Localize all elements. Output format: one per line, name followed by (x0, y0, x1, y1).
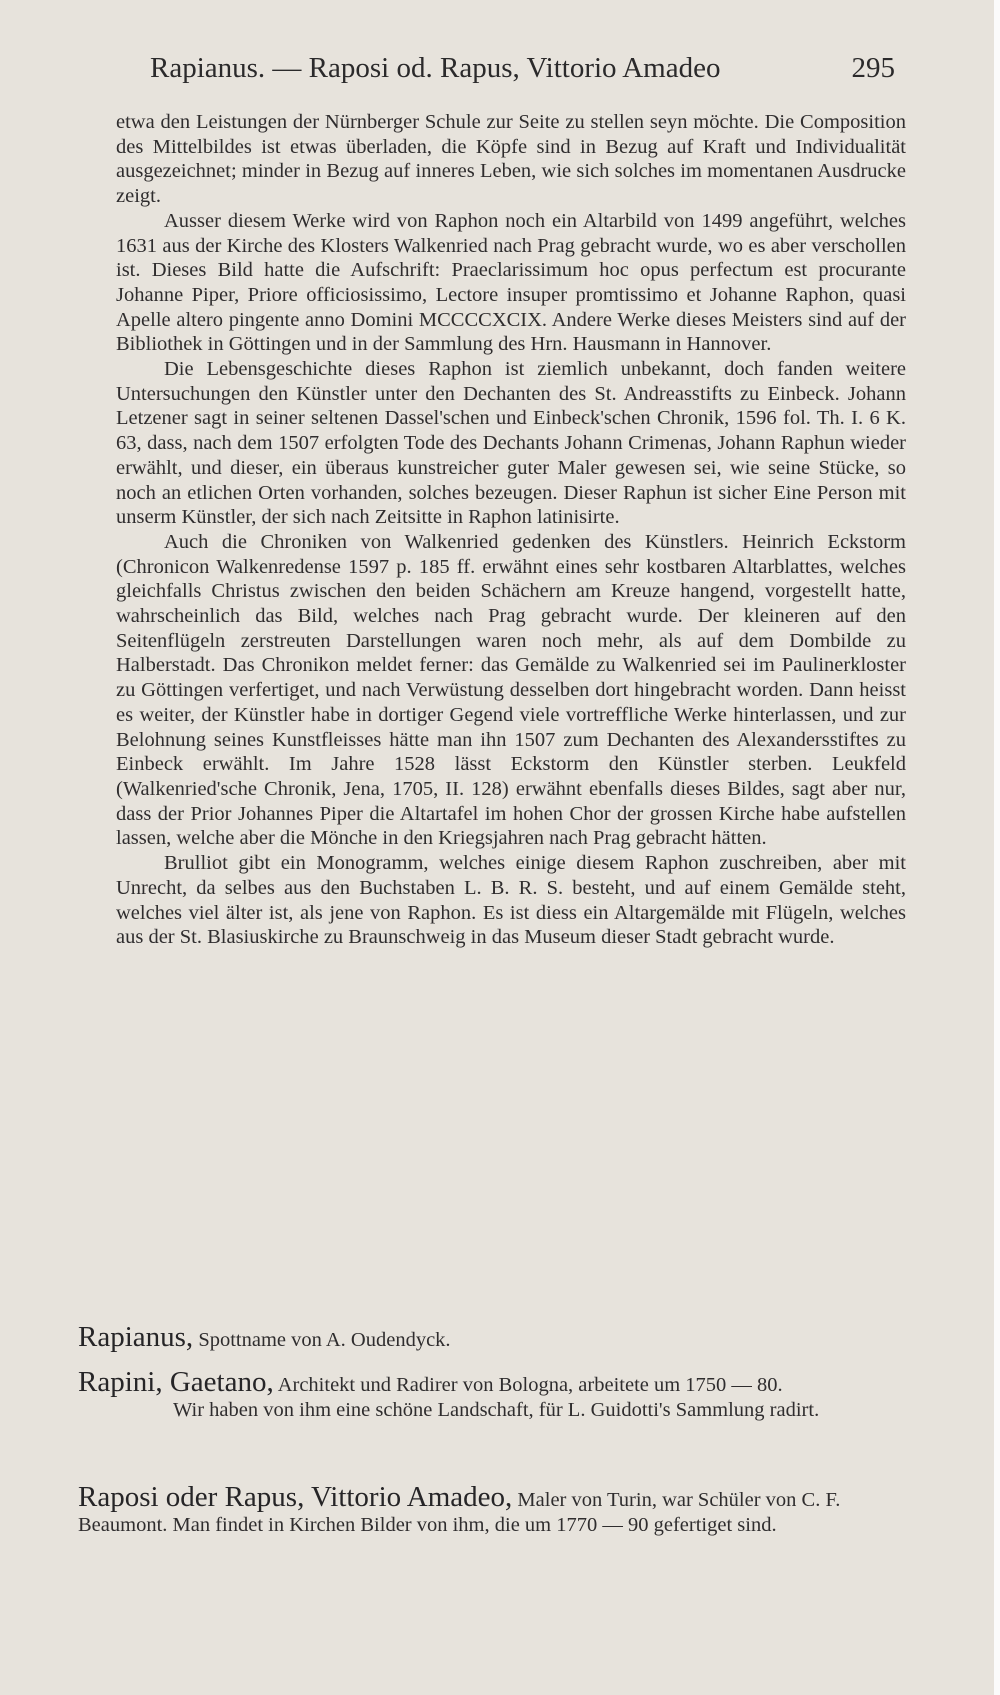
entry-text: Maler von Turin, war Schüler von C. F. Beaumont. Man findet in Kirchen Bilder von ihm, die um 1770 — 90 gefertiget sind. (78, 1489, 841, 1536)
entry-text: Spottname von A. Oudendyck. (198, 1329, 451, 1351)
paragraph-1: etwa den Leistungen der Nürnberger Schule zur Seite zu stellen seyn möchte. Die Composition des Mittelbildes ist etwas überladen, die Köpfe sind in Bezug auf Kraft und Individualität ausgezeichnet; minder in Bezug auf inneres Leben, wie sich solches im momentanen Ausdrucke zeigt. (116, 111, 906, 208)
page-number: 295 (851, 52, 895, 84)
paragraph-3: Die Lebensgeschichte dieses Raphon ist ziemlich unbekannt, doch fanden weitere Untersuchungen den Künstler unter den Dechanten des St. Andreasstifts zu Einbeck. Johann Letzener sagt in seiner seltenen Dassel'schen und Einbeck'schen Chronik, 1596 fol. Th. I. 6 K. 63, dass, nach dem 1507 erfolgten Tode des Dechants Johann Crimenas, Johann Raphun wieder erwählt, und dieser, ein überaus kunstreicher guter Maler gewesen sei, wie seine Stücke, so noch an etlichen Orten vorhanden, solches bezeugen. Dieser Raphun ist sicher Eine Person mit unserm Künstler, der sich nach Zeitsitte in Raphon latinisirte. (116, 358, 906, 529)
dictionary-entry-raposi (78, 1481, 908, 1538)
entry-headword: Raposi oder Rapus, Vittorio Amadeo, (78, 1481, 513, 1513)
dictionary-entry-rapianus (78, 1321, 908, 1353)
entry-headword: Rapini, Gaetano, (78, 1366, 274, 1398)
running-header (150, 52, 895, 85)
paragraph-4: Auch die Chroniken von Walkenried gedenken des Künstlers. Heinrich Eckstorm (Chronicon Walkenredense 1597 p. 185 ff. erwähnt eines sehr kostbaren Altarblattes, welches gleichfalls Christus zwischen den beiden Schächern am Kreuze hangend, vorgestellt hatte, wahrscheinlich das Bild, welches nach Prag gebracht wurde. Der kleineren auf den Seitenflügeln zerstreuten Darstellungen waren noch mehr, als auf dem Dombilde zu Halberstadt. Das Chronikon meldet ferner: das Gemälde zu Walkenried sei im Paulinerkloster zu Göttingen verfertiget, und nach Verwüstung desselben dort hingebracht worden. Dann heisst es weiter, der Künstler habe in dortiger Gegend viele vortreffliche Werke hinterlassen, und zur Belohnung seines Kunstfleisses hätte man ihn 1507 zum Dechanten des Alexandersstiftes zu Einbeck erwählt. Im Jahre 1528 lässt Eckstorm den Künstler sterben. Leukfeld (Walkenried'sche Chronik, Jena, 1705, II. 128) erwähnt ebenfalls dieses Bildes, sagt aber nur, dass der Prior Johannes Piper die Altartafel im hohen Chor der grossen Kirche habe aufstellen lassen, welche aber die Mönche in den Kriegsjahren nach Prag gebracht hätten. (116, 530, 906, 850)
main-text (116, 110, 906, 950)
entry-text: Architekt und Radirer von Bologna, arbeitete um 1750 — 80. (277, 1374, 783, 1396)
dictionary-entry-rapini (78, 1366, 908, 1423)
header-title: Rapianus. — Raposi od. Rapus, Vittorio Amadeo (150, 52, 721, 84)
paragraph-2: Ausser diesem Werke wird von Raphon noch ein Altarbild von 1499 angeführt, welches 1631 aus der Kirche des Klosters Walkenried nach Prag gebracht wurde, wo es aber verschollen ist. Dieses Bild hatte die Aufschrift: Praeclarissimum hoc opus perfectum est procurante Johanne Piper, Priore officiosissimo, Lectore insuper promtissimo et Johanne Raphon, quasi Apelle altero pingente anno Domini MCCCCXCIX. Andere Werke dieses Meisters sind auf der Bibliothek in Göttingen und in der Sammlung des Hrn. Hausmann in Hannover. (116, 209, 906, 356)
paragraph-5: Brulliot gibt ein Monogramm, welches einige diesem Raphon zuschreiben, aber mit Unrecht, da selbes aus den Buchstaben L. B. R. S. besteht, und auf einem Gemälde steht, welches viel älter ist, als jene von Raphon. Es ist diess ein Altargemälde mit Flügeln, welches aus der St. Blasiuskirche zu Braunschweig in das Museum dieser Stadt gebracht wurde. (116, 852, 906, 949)
entry-headword: Rapianus, (78, 1321, 194, 1353)
entry-continuation: Wir haben von ihm eine schöne Landschaft, für L. Guidotti's Sammlung radirt. (173, 1399, 820, 1421)
